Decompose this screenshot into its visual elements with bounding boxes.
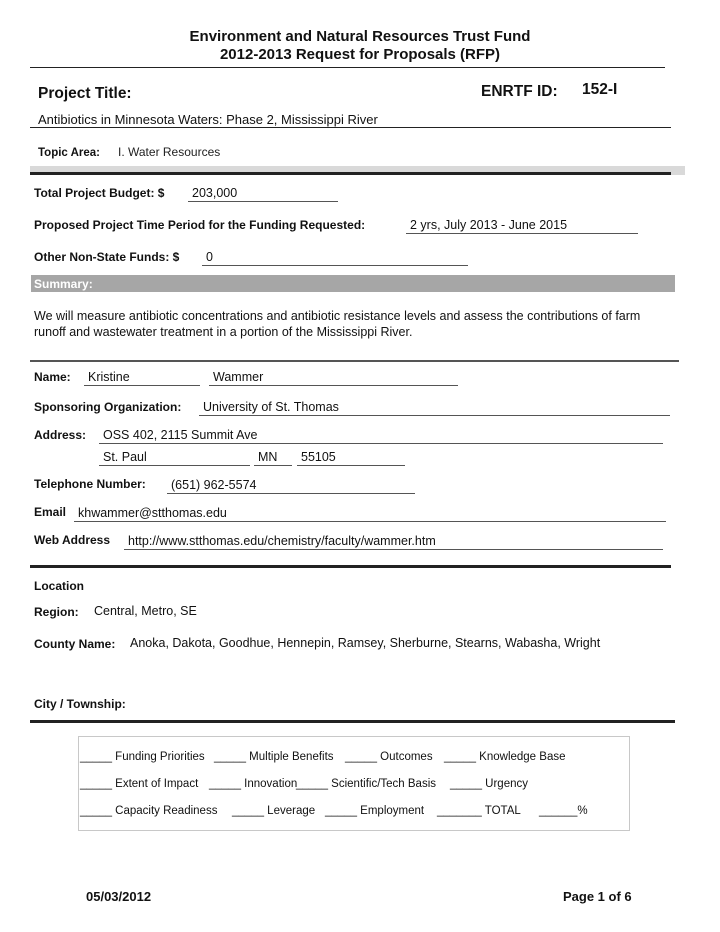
first-name-field[interactable]: Kristine	[84, 370, 200, 386]
city-field[interactable]: St. Paul	[99, 450, 250, 466]
zip-field[interactable]: 55105	[297, 450, 405, 466]
criteria-leverage: _____ Leverage	[232, 805, 316, 817]
criteria-row-3	[80, 805, 588, 817]
criteria-extent-of-impact: _____ Extent of Impact	[80, 778, 199, 790]
footer-date: 05/03/2012	[86, 889, 152, 904]
topic-area-label: Topic Area:	[38, 147, 100, 159]
header-subtitle: 2012-2013 Request for Proposals (RFP)	[219, 46, 501, 63]
criteria-multiple-benefits: _____ Multiple Benefits	[214, 751, 334, 763]
time-period-label: Proposed Project Time Period for the Funding Requested:	[34, 218, 366, 232]
other-funds-label: Other Non-State Funds: $	[34, 250, 180, 264]
criteria-urgency: _____ Urgency	[450, 778, 528, 790]
sponsoring-org-label: Sponsoring Organization:	[34, 400, 182, 414]
summary-text-line-1: We will measure antibiotic concentrations and antibiotic resistance levels and assess the contributions of farm	[34, 309, 641, 323]
criteria-row-2	[80, 778, 528, 790]
email-label: Email	[34, 505, 67, 519]
county-label: County Name:	[34, 637, 116, 651]
contact-divider	[30, 565, 671, 568]
criteria-row-1	[80, 751, 566, 763]
time-period-field[interactable]: 2 yrs, July 2013 - June 2015	[406, 218, 638, 234]
region-label: Region:	[34, 605, 79, 619]
web-address-label: Web Address	[34, 533, 111, 547]
header-divider	[30, 67, 665, 68]
other-funds-field[interactable]: 0	[202, 250, 468, 266]
address-label: Address:	[34, 428, 87, 442]
email-field[interactable]: khwammer@stthomas.edu	[74, 506, 666, 522]
summary-divider	[30, 360, 679, 362]
footer-page-number: Page 1 of 6	[563, 889, 632, 904]
location-divider	[30, 720, 675, 723]
criteria-funding-priorities: _____ Funding Priorities	[80, 751, 205, 763]
title-divider	[30, 127, 671, 128]
total-budget-field[interactable]: 203,000	[188, 186, 338, 202]
summary-text-line-2: runoff and wastewater treatment in a portion of the Mississippi River.	[34, 325, 413, 339]
criteria-capacity-readiness: _____ Capacity Readiness	[80, 805, 218, 817]
city-township-label: City / Township:	[34, 697, 126, 711]
street-field[interactable]: OSS 402, 2115 Summit Ave	[99, 428, 663, 444]
telephone-field[interactable]: (651) 962-5574	[167, 478, 415, 494]
criteria-scientific-basis: _____ Scientific/Tech Basis	[296, 778, 436, 790]
name-label: Name:	[34, 370, 71, 384]
header-title: Environment and Natural Resources Trust Fund	[189, 28, 531, 45]
total-budget-label: Total Project Budget: $	[34, 186, 165, 200]
criteria-employment: _____ Employment	[325, 805, 425, 817]
county-value: Anoka, Dakota, Goodhue, Hennepin, Ramsey, Sherburne, Stearns, Wabasha, Wright	[130, 636, 601, 650]
state-field[interactable]: MN	[254, 450, 292, 466]
criteria-total: _______ TOTAL	[437, 805, 521, 817]
summary-bar	[31, 275, 675, 292]
telephone-label: Telephone Number:	[34, 477, 146, 491]
project-title-label: Project Title:	[38, 85, 132, 102]
criteria-innovation: _____ Innovation	[209, 778, 298, 790]
last-name-field[interactable]: Wammer	[209, 370, 458, 386]
region-value: Central, Metro, SE	[94, 604, 197, 618]
criteria-knowledge-base: _____ Knowledge Base	[444, 751, 566, 763]
location-heading: Location	[34, 579, 84, 593]
project-title-value: Antibiotics in Minnesota Waters: Phase 2, Mississippi River	[38, 112, 378, 127]
criteria-outcomes: _____ Outcomes	[345, 751, 433, 763]
enrtf-id-value: 152-I	[582, 81, 618, 98]
summary-label: Summary:	[34, 277, 93, 291]
enrtf-id-label: ENRTF ID:	[481, 83, 558, 100]
topic-area-value: I. Water Resources	[118, 145, 221, 159]
criteria-percent: ______%	[539, 805, 588, 817]
sponsoring-org-field[interactable]: University of St. Thomas	[199, 400, 670, 416]
web-address-field[interactable]: http://www.stthomas.edu/chemistry/faculty/wammer.htm	[124, 534, 663, 550]
